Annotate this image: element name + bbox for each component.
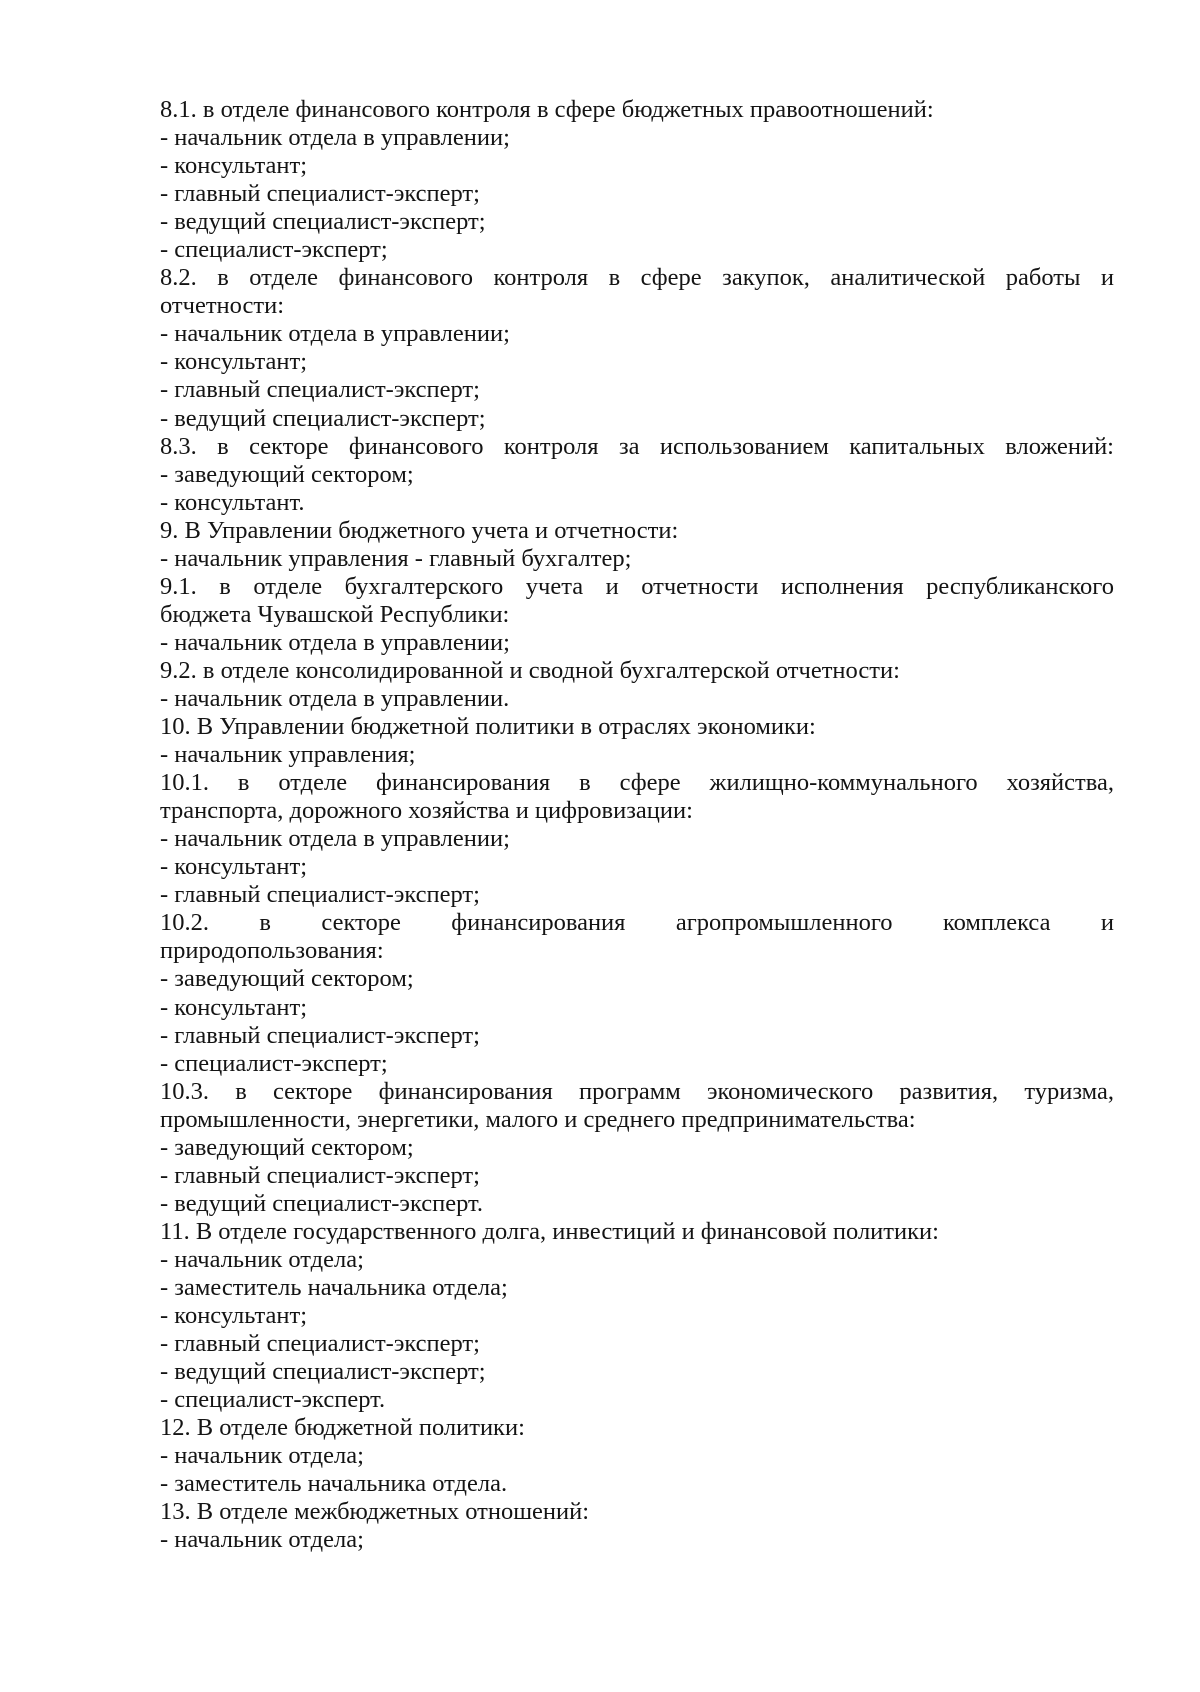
document-line: 10. В Управлении бюджетной политики в отраслях экономики:	[160, 713, 816, 741]
document-line: отчетности:	[160, 292, 285, 320]
document-line: - начальник отдела в управлении;	[160, 825, 510, 853]
document-line: - заместитель начальника отдела;	[160, 1273, 508, 1301]
document-line: - главный специалист-эксперт;	[160, 180, 480, 208]
document-line: - консультант;	[160, 853, 307, 881]
document-line: 12. В отделе бюджетной политики:	[160, 1414, 525, 1442]
document-line: - начальник управления - главный бухгалтер;	[160, 544, 632, 572]
document-line: - начальник отдела в управлении;	[160, 628, 510, 656]
document-line: 11. В отделе государственного долга, инвестиций и финансовой политики:	[160, 1217, 939, 1245]
document-line: - заведующий сектором;	[160, 1133, 414, 1161]
document-line: 13. В отделе межбюджетных отношений:	[160, 1498, 590, 1526]
document-line: 8.1. в отделе финансового контроля в сфере бюджетных правоотношений:	[160, 96, 934, 123]
document-line: 9.1. в отделе бухгалтерского учета и отчетности исполнения республиканского	[160, 572, 1114, 600]
document-line: - ведущий специалист-эксперт;	[160, 208, 486, 236]
document-line: - заместитель начальника отдела.	[160, 1470, 508, 1498]
document-line: - консультант;	[160, 993, 307, 1021]
document-line: 10.3. в секторе финансирования программ экономического развития, туризма,	[160, 1077, 1114, 1105]
document-line: 9.2. в отделе консолидированной и сводной бухгалтерской отчетности:	[160, 656, 900, 684]
document-line: - главный специалист-эксперт;	[160, 1161, 480, 1189]
document-line: - специалист-эксперт.	[160, 1386, 386, 1414]
document-page	[160, 96, 1114, 1554]
document-line: транспорта, дорожного хозяйства и цифровизации:	[160, 797, 693, 825]
document-line: 8.2. в отделе финансового контроля в сфере закупок, аналитической работы и	[160, 264, 1114, 292]
document-line: 9. В Управлении бюджетного учета и отчетности:	[160, 516, 679, 544]
document-line: 8.3. в секторе финансового контроля за использованием капитальных вложений:	[160, 432, 1114, 460]
document-line: - начальник отдела;	[160, 1245, 364, 1273]
document-line: бюджета Чувашской Республики:	[160, 600, 510, 628]
document-line: - специалист-эксперт;	[160, 1049, 388, 1077]
document-line: - главный специалист-эксперт;	[160, 1021, 480, 1049]
document-line: - главный специалист-эксперт;	[160, 881, 480, 909]
document-line: - начальник отдела в управлении;	[160, 124, 510, 152]
document-line: - ведущий специалист-эксперт;	[160, 404, 486, 432]
document-line: - консультант.	[160, 488, 305, 516]
document-line: - консультант;	[160, 1302, 307, 1330]
document-line: - заведующий сектором;	[160, 965, 414, 993]
document-line: - консультант;	[160, 152, 307, 180]
document-line: природопользования:	[160, 937, 384, 965]
document-line: - заведующий сектором;	[160, 460, 414, 488]
document-line: - начальник отдела;	[160, 1526, 364, 1554]
document-line: 10.1. в отделе финансирования в сфере жилищно-коммунального хозяйства,	[160, 769, 1114, 797]
document-line: - начальник отдела в управлении.	[160, 684, 510, 712]
document-line: - главный специалист-эксперт;	[160, 1330, 480, 1358]
document-line: - начальник отдела;	[160, 1442, 364, 1470]
document-line: 10.2. в секторе финансирования агропромышленного комплекса и	[160, 909, 1114, 937]
document-line: - консультант;	[160, 348, 307, 376]
document-line: - специалист-эксперт;	[160, 236, 388, 264]
document-line: - ведущий специалист-эксперт.	[160, 1189, 484, 1217]
document-line: промышленности, энергетики, малого и среднего предпринимательства:	[160, 1105, 916, 1133]
document-line: - ведущий специалист-эксперт;	[160, 1358, 486, 1386]
document-line: - главный специалист-эксперт;	[160, 376, 480, 404]
document-line: - начальник управления;	[160, 741, 416, 769]
document-line: - начальник отдела в управлении;	[160, 320, 510, 348]
